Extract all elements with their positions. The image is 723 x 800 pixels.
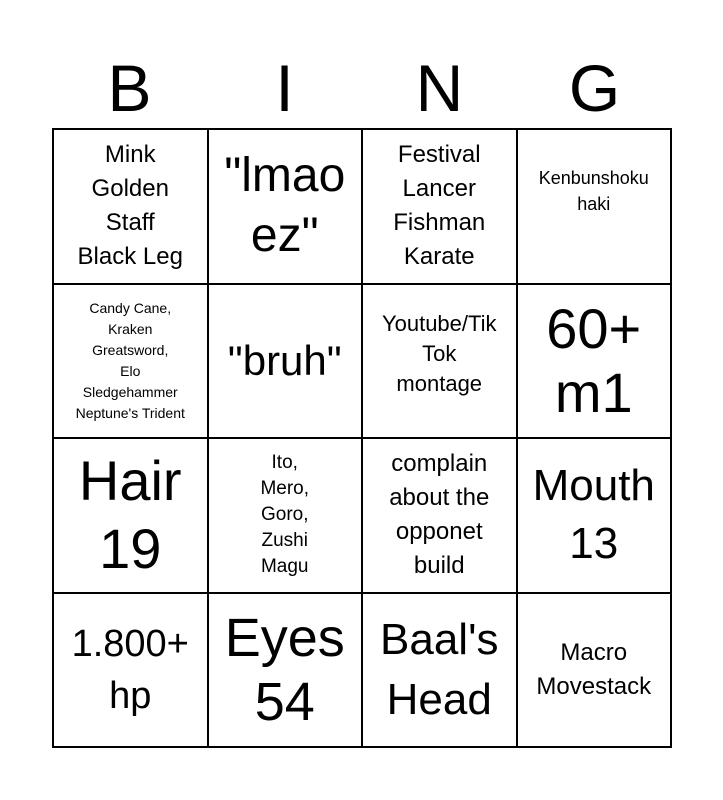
bingo-cell[interactable] <box>53 438 208 593</box>
header-letter-b: B <box>107 51 152 125</box>
bingo-cell[interactable] <box>208 593 363 748</box>
cell-text: Macro Movestack <box>536 638 652 700</box>
bingo-cell[interactable] <box>517 284 672 439</box>
cell-text: "lmao ez" <box>224 149 346 263</box>
cell-text: Youtube/Tik Tok montage <box>381 310 497 396</box>
bingo-cell[interactable] <box>53 593 208 748</box>
bingo-cell[interactable] <box>362 129 517 284</box>
bingo-cell[interactable] <box>208 129 363 284</box>
header-letter-i: I <box>275 51 294 125</box>
cell-text: Baal's Head <box>380 614 499 724</box>
bingo-cell[interactable] <box>53 129 208 284</box>
cell-text: Eyes 54 <box>224 607 345 732</box>
cell-text: complain about the opponet build <box>389 450 490 580</box>
cell-text: Ito, Mero, Goro, Zushi Magu <box>260 452 310 578</box>
cell-text: "bruh" <box>227 336 342 384</box>
cell-text: Kenbunshoku haki <box>538 168 649 215</box>
cell-text: Festival Lancer Fishman Karate <box>393 141 486 271</box>
cell-text: 1.800+ hp <box>71 622 189 717</box>
cell-text: 60+ m1 <box>546 296 642 424</box>
bingo-cell[interactable] <box>208 438 363 593</box>
header-letter-g: G <box>568 51 621 125</box>
header-letter-n: N <box>415 51 464 125</box>
bingo-cell[interactable] <box>362 593 517 748</box>
bingo-card <box>52 128 672 748</box>
bingo-cell[interactable] <box>53 284 208 439</box>
bingo-cell[interactable] <box>208 284 363 439</box>
bingo-cell[interactable] <box>517 129 672 284</box>
cell-text: Hair 19 <box>78 449 182 581</box>
bingo-cell[interactable] <box>362 438 517 593</box>
bingo-header <box>52 48 672 128</box>
cell-text: Mouth 13 <box>532 461 655 569</box>
bingo-cell[interactable] <box>362 284 517 439</box>
bingo-cell[interactable] <box>517 593 672 748</box>
cell-text: Mink Golden Staff Black Leg <box>77 141 183 271</box>
bingo-cell[interactable] <box>517 438 672 593</box>
cell-text: Candy Cane, Kraken Greatsword, Elo Sledgehammer Neptune's Trident <box>75 299 185 421</box>
